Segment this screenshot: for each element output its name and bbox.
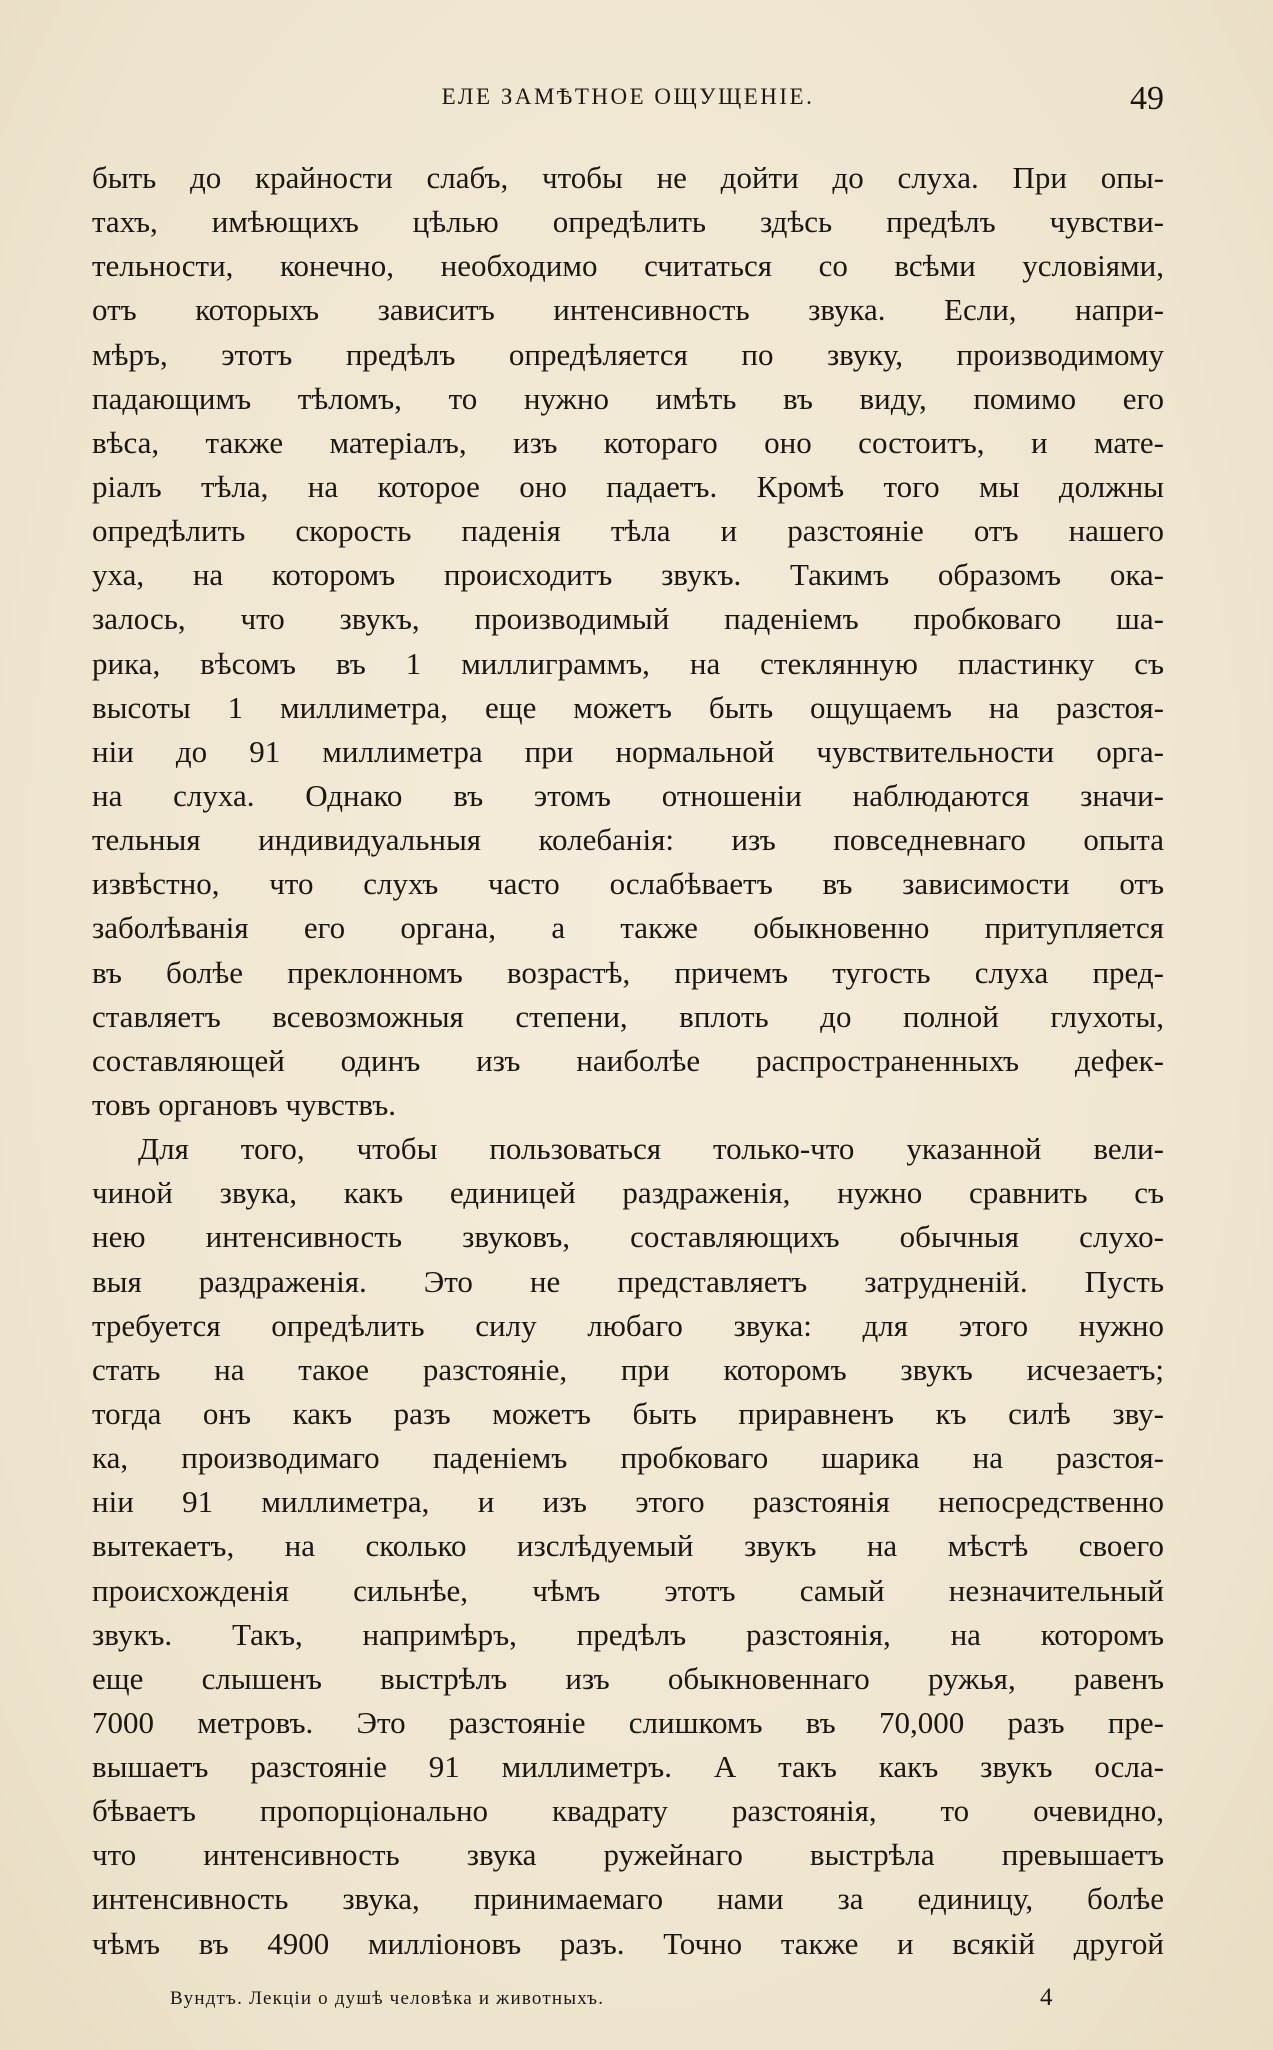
text-line: бѣваетъ пропорціонально квадрату разстоянія, то очевидно, (92, 1793, 1164, 1829)
text-line: вытекаетъ, на сколько изслѣдуемый звукъ на мѣстѣ своего (92, 1528, 1164, 1564)
text-line: тогда онъ какъ разъ можетъ быть приравненъ къ силѣ зву- (92, 1395, 1164, 1431)
text-line: происхожденія сильнѣе, чѣмъ этотъ самый незначительный (92, 1572, 1164, 1608)
text-line: мѣръ, этотъ предѣлъ опредѣляется по звуку, производимому (92, 336, 1164, 372)
text-line: въ болѣе преклонномъ возрастѣ, причемъ тугость слуха пред- (92, 954, 1164, 990)
text-line: тахъ, имѣющихъ цѣлью опредѣлить здѣсь предѣлъ чувстви- (92, 204, 1164, 240)
text-line: вѣса, также матеріалъ, изъ котораго оно состоитъ, и мате- (92, 424, 1164, 460)
text-line: ріалъ тѣла, на которое оно падаетъ. Кромѣ того мы должны (92, 468, 1164, 504)
paragraph-end-line: товъ органовъ чувствъ. (92, 1086, 396, 1122)
sheet-number: 4 (1040, 1984, 1053, 2011)
running-title: ЕЛЕ ЗАМѢТНОЕ ОЩУЩЕНІЕ. (441, 84, 815, 109)
text-line: уха, на которомъ происходитъ звукъ. Такимъ образомъ ока- (92, 557, 1164, 593)
page-header (92, 80, 1164, 120)
text-line: извѣстно, что слухъ часто ослабѣваетъ въ зависимости отъ (92, 866, 1164, 902)
text-line: чиной звука, какъ единицей раздраженія, нужно сравнить съ (92, 1175, 1164, 1211)
text-line: ніи 91 миллиметра, и изъ этого разстоянія непосредственно (92, 1484, 1164, 1520)
text-line: требуется опредѣлить силу любаго звука: для этого нужно (92, 1307, 1164, 1343)
text-line: звукъ. Такъ, напримѣръ, предѣлъ разстоянія, на которомъ (92, 1616, 1164, 1652)
text-line: тельныя индивидуальныя колебанія: изъ повседневнаго опыта (92, 822, 1164, 858)
text-line: быть до крайности слабъ, чтобы не дойти до слуха. При опы- (92, 160, 1164, 195)
text-line: рика, вѣсомъ въ 1 миллиграммъ, на стеклянную пластинку съ (92, 645, 1164, 681)
text-line: выя раздраженія. Это не представляетъ затрудненій. Пусть (92, 1263, 1164, 1299)
text-line: еще слышенъ выстрѣлъ изъ обыкновеннаго ружья, равенъ (92, 1660, 1164, 1696)
page-number: 49 (1130, 80, 1164, 117)
text-line: на слуха. Однако въ этомъ отношеніи наблюдаются значи- (92, 777, 1164, 813)
text-line: 7000 метровъ. Это разстояніе слишкомъ въ 70,000 разъ пре- (92, 1704, 1164, 1740)
text-line: залось, что звукъ, производимый паденіемъ пробковаго ша- (92, 601, 1164, 637)
text-line: ка, производимаго паденіемъ пробковаго шарика на разстоя- (92, 1440, 1164, 1476)
text-line: ставляетъ всевозможныя степени, вплоть до полной глухоты, (92, 998, 1164, 1034)
text-line: вышаетъ разстояніе 91 миллиметръ. А такъ какъ звукъ осла- (92, 1749, 1164, 1785)
text-line: ніи до 91 миллиметра при нормальной чувствительности орга- (92, 733, 1164, 769)
text-line: что интенсивность звука ружейнаго выстрѣла превышаетъ (92, 1837, 1164, 1873)
paragraph-start-line: Для того, чтобы пользоваться только-что указанной вели- (138, 1131, 1164, 1167)
text-line: нею интенсивность звуковъ, составляющихъ обычныя слухо- (92, 1219, 1164, 1255)
page-footer (170, 1984, 1070, 2020)
text-line: отъ которыхъ зависитъ интенсивность звука. Если, напри- (92, 292, 1164, 328)
text-line: чѣмъ въ 4900 милліоновъ разъ. Точно также и всякій другой (92, 1925, 1164, 1961)
text-line: высоты 1 миллиметра, еще можетъ быть ощущаемъ на разстоя- (92, 689, 1164, 725)
text-line: интенсивность звука, принимаемаго нами за единицу, болѣе (92, 1881, 1164, 1917)
printer-signature: Вундтъ. Лекціи о душѣ человѣка и животныхъ. (170, 1988, 605, 2009)
text-line: тельности, конечно, необходимо считаться со всѣми условіями, (92, 248, 1164, 284)
text-line: заболѣванія его органа, а также обыкновенно притупляется (92, 910, 1164, 946)
text-line: составляющей одинъ изъ наиболѣе распространенныхъ дефек- (92, 1042, 1164, 1078)
text-line: падающимъ тѣломъ, то нужно имѣть въ виду, помимо его (92, 380, 1164, 416)
text-line: опредѣлить скорость паденія тѣла и разстояніе отъ нашего (92, 513, 1164, 549)
body-text (92, 156, 1164, 1966)
text-line: стать на такое разстояніе, при которомъ звукъ исчезаетъ; (92, 1351, 1164, 1387)
